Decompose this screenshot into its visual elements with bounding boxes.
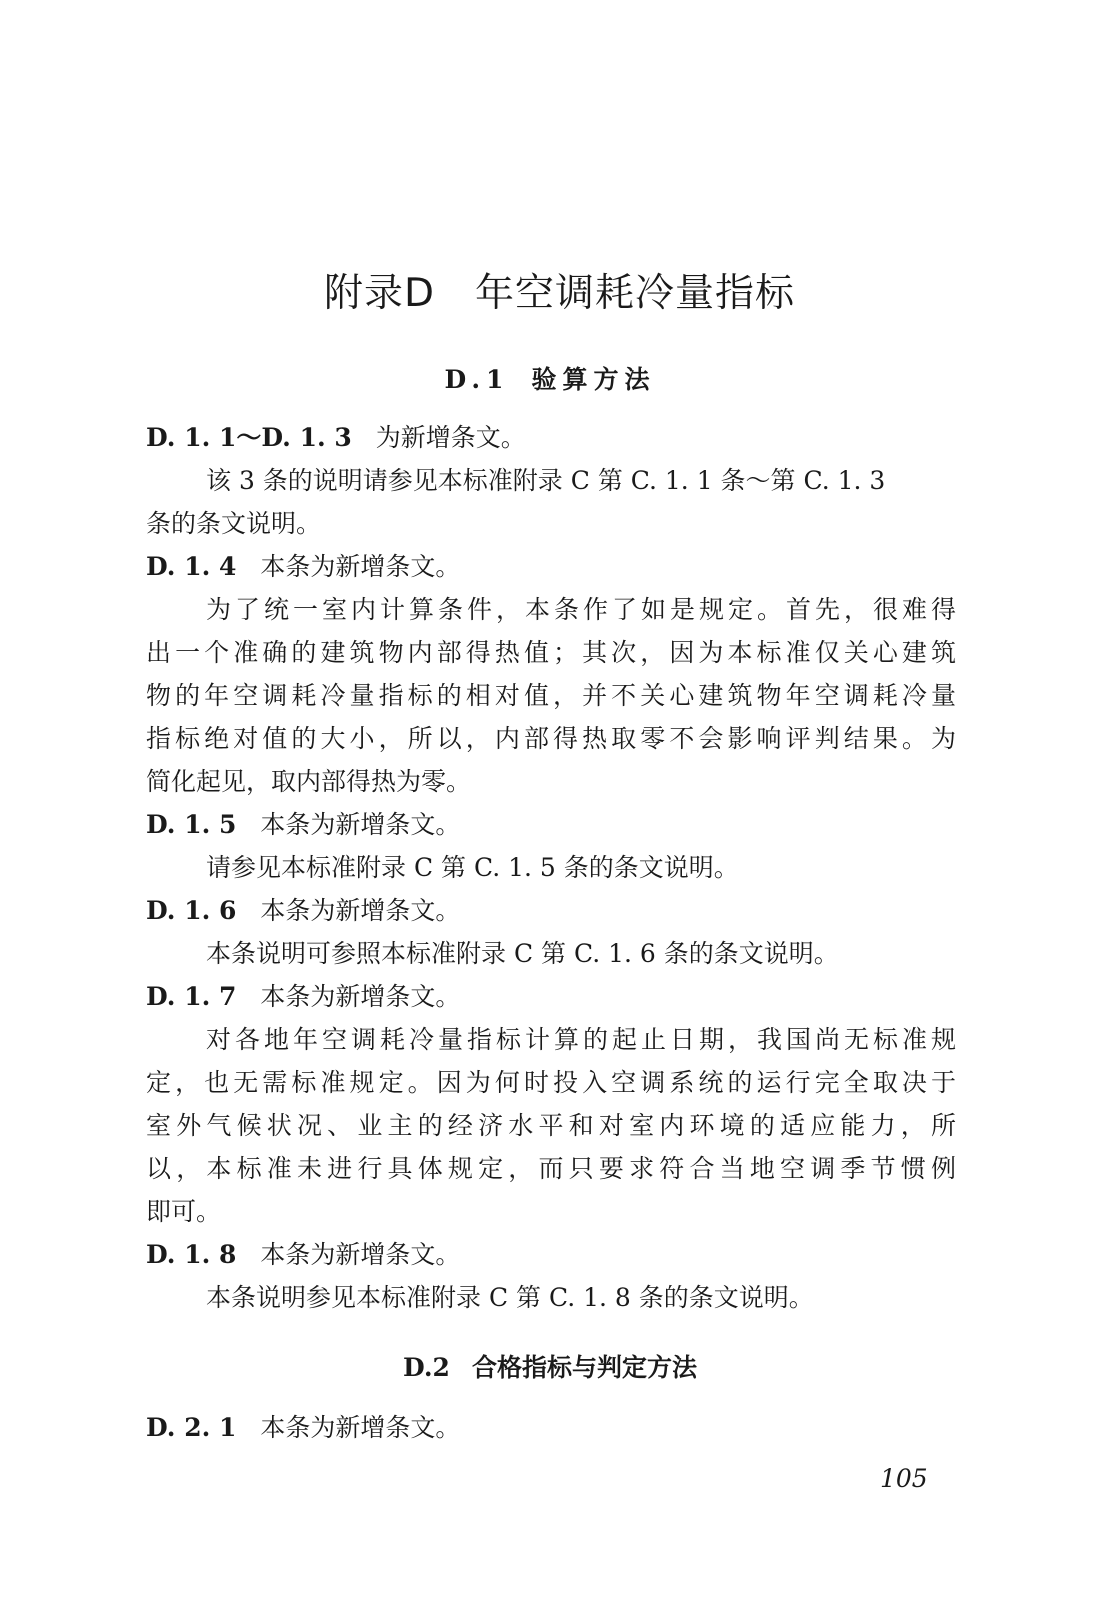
- clause-text: 本条为新增条文。: [260, 1413, 461, 1442]
- section-title: 验算方法: [531, 365, 656, 394]
- section-number: D.1: [444, 365, 510, 394]
- paragraph-line: 物的年空调耗冷量指标的相对值，并不关心建筑物年空调耗冷量: [146, 681, 956, 710]
- section-title: 合格指标与判定方法: [471, 1353, 697, 1382]
- clause-header: [146, 807, 956, 843]
- paragraph-line: 指标绝对值的大小，所以，内部得热取零不会影响评判结果。为: [146, 724, 956, 753]
- clause-text: 本条为新增条文。: [260, 1240, 461, 1269]
- clause-header: [146, 1237, 956, 1273]
- clause-id: D. 1. 1～D. 1. 3: [146, 423, 352, 452]
- clause-header: [146, 549, 956, 585]
- paragraph-line: 对各地年空调耗冷量指标计算的起止日期，我国尚无标准规: [206, 1025, 956, 1054]
- paragraph-line: 定，也无需标准规定。因为何时投入空调系统的运行完全取决于: [146, 1068, 956, 1097]
- clause-text: 为新增条文。: [375, 423, 526, 452]
- clause-id: D. 1. 5: [146, 810, 237, 839]
- clause-id: D. 1. 8: [146, 1240, 237, 1269]
- clause-header: [146, 420, 956, 456]
- page-number: 105: [880, 1464, 928, 1493]
- paragraph-line: 出一个准确的建筑物内部得热值；其次，因为本标准仅关心建筑: [146, 638, 956, 667]
- clause-id: D. 1. 4: [146, 552, 237, 581]
- clause-id: D. 1. 6: [146, 896, 237, 925]
- paragraph-line: 即可。: [146, 1197, 222, 1226]
- clause-id: D. 1. 7: [146, 982, 237, 1011]
- clause-header: [146, 1410, 956, 1446]
- paragraph-line: 本条说明参见本标准附录 C 第 C. 1. 8 条的条文说明。: [206, 1283, 814, 1312]
- paragraph-line: 请参见本标准附录 C 第 C. 1. 5 条的条文说明。: [206, 853, 739, 882]
- section-heading-d1: [0, 360, 1100, 396]
- appendix-title: 附录D 年空调耗冷量指标: [323, 271, 796, 316]
- clause-text: 本条为新增条文。: [260, 552, 461, 581]
- paragraph-line: 简化起见，取内部得热为零。: [146, 767, 472, 796]
- paragraph-line: 为了统一室内计算条件，本条作了如是规定。首先，很难得: [206, 595, 956, 624]
- paragraph-line: 本条说明可参照本标准附录 C 第 C. 1. 6 条的条文说明。: [206, 939, 839, 968]
- clause-header: [146, 979, 956, 1015]
- paragraph-line: 该 3 条的说明请参见本标准附录 C 第 C. 1. 1 条～第 C. 1. 3: [206, 466, 886, 495]
- paragraph-line: 室外气候状况、业主的经济水平和对室内环境的适应能力，所: [146, 1111, 956, 1140]
- paragraph-line: 条的条文说明。: [146, 509, 322, 538]
- clause-text: 本条为新增条文。: [260, 982, 461, 1011]
- paragraph-line: 以，本标准未进行具体规定，而只要求符合当地空调季节惯例: [146, 1154, 956, 1183]
- section-heading-d2: [0, 1348, 1100, 1384]
- clause-text: 本条为新增条文。: [260, 896, 461, 925]
- clause-id: D. 2. 1: [146, 1413, 237, 1442]
- clause-text: 本条为新增条文。: [260, 810, 461, 839]
- section-number: D.2: [403, 1353, 450, 1382]
- clause-header: [146, 893, 956, 929]
